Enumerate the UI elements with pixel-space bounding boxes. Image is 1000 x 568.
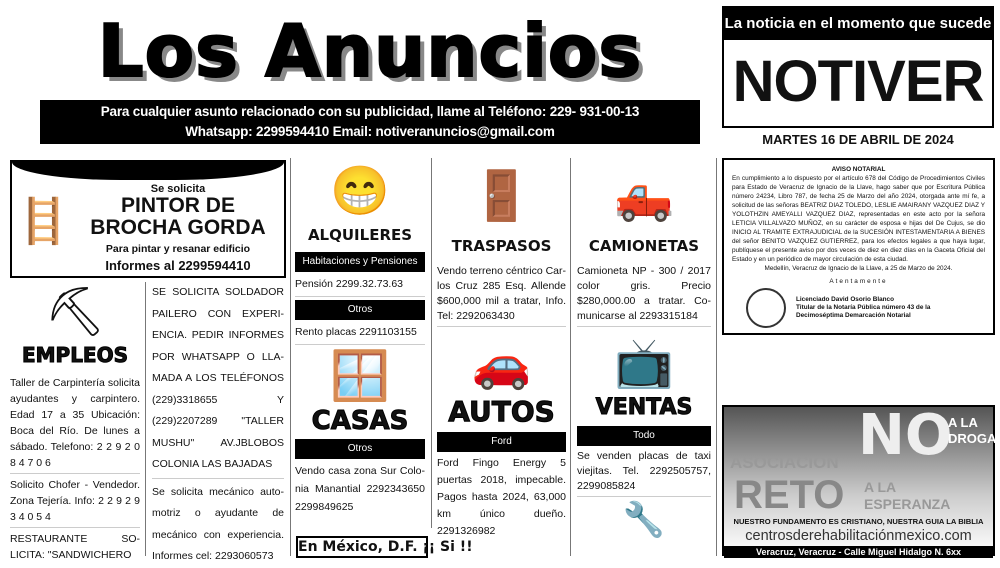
notary-closing: Atentamente: [829, 278, 888, 285]
classified-ad: Se venden placas de taxi viejitas. Tel. 2292505757, 2299085824: [577, 449, 711, 497]
reto-a-la2: A LA: [864, 479, 897, 495]
ventas-heading: VENTAS: [595, 395, 693, 420]
reto-asociacion: ASOCIACION: [730, 453, 839, 472]
pickup-truck-cartoon-icon: 🛻: [614, 170, 674, 223]
paint-drip-graphic: [12, 162, 284, 180]
subcategory-bar: Ford: [437, 432, 566, 452]
brand-box: [722, 6, 994, 128]
alquileres-column: [295, 160, 425, 516]
notary-signer: [796, 296, 930, 320]
page-title: Los Anuncios: [97, 9, 643, 93]
job-ad: Se solicita mecánico auto-motriz o ayudante de mecánico con experiencia. Informes cel: 2293060573: [152, 485, 284, 562]
notary-body: En cumplimiento a lo dispuesto por el artículo 678 del Código de Procedimientos Civiles para Estado de Veracruz de Ignacio de la Llave, hago saber que por Escritura Pública número 24234, Libro 787, de fecha 25 de Marzo del año 2024, otorgada ante mí fe, a solicitud de las señoras BEATRIZ DIAZ TOLEDO, LESLIE AMAIRANY VAZQUEZ DIAZ Y YOLOTHZIN AMEYALLI VAZQUEZ DIAZ, representadas en este acto por la señora LETICIA VILLALVAZO MUÑOZ, en su carácter de esposa e hijas del De Cujus, se dio INICIO AL TRAMITE EXTRAJUDICIAL de la SUCESIÓN INTESTAMENTARIA A BIENES del señor BENITO VAZQUEZ GUTIERREZ, para los efectos legales a que haya lugar, publíquese el presente aviso por dos veces de diez en diez días en la Gaceta Oficial del Estado y en un periódico de mayor circulación de esta ciudad.: [732, 175, 985, 263]
contact-whatsapp-email: Whatsapp: 2299594410 Email: notiveranuncios@gmail.com: [185, 124, 555, 139]
reto-address: Veracruz, Veracruz - Calle Miguel Hidalgo N. 6xx: [724, 546, 993, 558]
painter-ad-contact: Informes al 2299594410: [105, 258, 251, 273]
job-ad: Taller de Carpintería solicita ayudantes y carpintero. Edad 17 a 35 Ubicación: Boca del Río. De lunes a sábado. Telefono: 2 2 9 2 0 8 4 7 0 6: [10, 375, 140, 474]
mexico-banner: En México, D.F. ¡¡ Si !!: [296, 536, 428, 558]
painter-on-ladder-icon: 🪜: [16, 197, 71, 246]
painter-ad-sub: Para pintar y resanar edificio: [105, 243, 251, 255]
reto-url: centrosderehabilitaciónmexico.com: [745, 528, 972, 544]
classified-ad: Vendo casa zona Sur Colo-nia Manantial 2292343650 2299849625: [295, 465, 425, 513]
column-divider: [431, 158, 432, 528]
autos-heading: AUTOS: [448, 395, 555, 428]
car-cartoon-icon: 🚗: [471, 338, 532, 391]
classified-ad: Rento placas 2291103155: [295, 323, 425, 345]
smiling-man-cartoon-icon: 😁: [330, 165, 390, 218]
column-divider: [290, 158, 291, 556]
man-at-door-cartoon-icon: 🚪: [471, 170, 532, 223]
traspasos-column: [437, 160, 566, 540]
classified-ad: Pensión 2299.32.73.63: [295, 275, 425, 297]
reto-esperanza: ESPERANZA: [864, 496, 951, 512]
sellers-cartoon-icon: 📺: [614, 337, 674, 390]
subcategory-bar: Otros: [295, 439, 425, 459]
job-ad: RESTAURANTE SO-LICITA: "SANDWICHERO: [10, 533, 140, 561]
reto-motto: NUESTRO FUNDAMENTO ES CRISTIANO, NUESTRA GUIA LA BIBLIA: [733, 517, 984, 526]
painter-ad-title1: PINTOR DE: [121, 194, 235, 217]
notary-signature-block: [732, 288, 985, 328]
notary-seal-icon: [746, 288, 786, 328]
reto-a-la: A LA: [948, 415, 978, 430]
painter-ad-pre: Se solicita: [150, 183, 206, 195]
job-ad: SE SOLICITA SOLDADOR PAILERO CON EXPERI-ENCIA. PEDIR INFORMES POR WHATSAPP O LLA-MADA A LOS TELÉFONOS (229)3318655 Y (229)2207289 "TALLER MUSHU" AV.JBLOBOS COLONIA LAS BAJADAS: [152, 282, 284, 479]
painter-ad: [10, 160, 286, 278]
reto-name: RETO: [734, 473, 845, 517]
alquileres-heading: ALQUILERES: [307, 226, 413, 244]
subcategory-bar: Habitaciones y Pensiones: [295, 252, 425, 272]
empleos-heading: EMPLEOS: [21, 343, 129, 367]
contact-bar: [40, 100, 700, 144]
column-divider: [145, 282, 146, 556]
classified-ad: Vendo terreno céntrico Car-los Cruz 285 Esq. Allende $600,000 mil a tratar, Info. Tel: 2292063430: [437, 264, 566, 327]
contact-phone: Para cualquier asunto relacionado con su publicidad, llame al Teléfono: 229- 931-00-13: [100, 104, 640, 119]
camionetas-column: [577, 160, 711, 540]
notary-title: AVISO NOTARIAL: [831, 166, 886, 173]
plumber-cartoon-icon: 🔧: [622, 501, 666, 539]
classified-ad: Ford Fingo Energy 5 puertas 2018, impecable. Pagos hasta 2024, 63,000 km único dueño. 2291326982: [437, 457, 566, 537]
reto-droga: DROGA: [948, 431, 997, 446]
miner-cartoon-icon: ⛏: [44, 286, 106, 339]
brand-tagline: La noticia en el momento que sucede: [724, 8, 992, 40]
reto-no: NO: [858, 403, 953, 468]
reto-ad: [722, 405, 995, 556]
traspasos-heading: TRASPASOS: [451, 237, 552, 255]
notary-signer-name: Licenciado David Osorio Blanco: [796, 296, 895, 303]
empleos-right-column: [152, 282, 284, 568]
notary-signer-district: Decimoséptima Demarcación Notarial: [796, 312, 911, 319]
subcategory-bar: Todo: [577, 426, 711, 446]
man-at-window-cartoon-icon: 🪟: [330, 350, 390, 403]
column-divider: [570, 158, 571, 556]
painter-ad-title2: BROCHA GORDA: [90, 216, 266, 239]
casas-heading: CASAS: [311, 406, 409, 436]
job-ad: Solicito Chofer - Vendedor. Zona Tejería. Info: 2 2 9 2 9 3 4 0 5 4: [10, 477, 140, 528]
notary-signer-title: Titular de la Notaría Pública número 43 de la: [796, 304, 931, 311]
empleos-left-column: [10, 285, 140, 563]
subcategory-bar: Otros: [295, 300, 425, 320]
notary-notice: [722, 158, 995, 335]
column-divider: [716, 158, 717, 556]
classified-ad: Camioneta NP - 300 / 2017 color gris. Precio $280,000.00 a tratar. Co-municarse al 2293315184: [577, 264, 711, 327]
notary-place-date: Medellín, Veracruz de Ignacio de la Llave, a 25 de Marzo de 2024.: [764, 265, 953, 272]
issue-date: MARTES 16 DE ABRIL DE 2024: [762, 132, 954, 147]
brand-logo: NOTIVER: [732, 49, 984, 114]
camionetas-heading: CAMIONETAS: [588, 237, 700, 255]
